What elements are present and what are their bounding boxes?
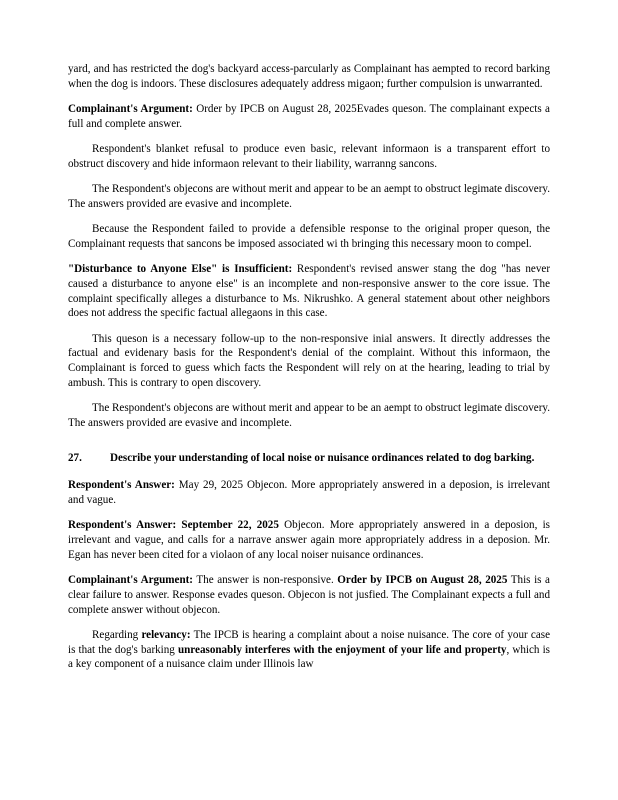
- paragraph-sanctions-request: [68, 222, 550, 252]
- complainants-argument-label: Complainant's Argument:: [68, 103, 193, 115]
- relevancy-text-part2: , which is a key component of a nuisance claim under Illinois law: [68, 643, 550, 671]
- argument-text: Evades queson. The complainant expects a full and complete answer.: [68, 103, 550, 130]
- relevancy-text-part1: The IPCB is hearing a complaint about a noise nuisance. The core of your case is that the dog's barking: [68, 628, 550, 656]
- paragraph-regarding-relevancy: [68, 628, 550, 672]
- paragraph-complainants-argument-1: [68, 102, 550, 132]
- disturbance-heading-label: "Disturbance to Anyone Else" is Insufficient:: [68, 263, 293, 275]
- paragraph-text: Because the Respondent failed to provide a defensible response to the original proper queson, the Complainant requests that sancons be imposed associated wi th bringing this necessary moon to compel.: [68, 223, 550, 250]
- answer-text: Objecon. More appropriately answered in a deposion, is irrelevant and vague, and calls for a narrave answer again more appropriately address in a deposion. Mr. Egan has never been cited for a violaon of any local noiser nuisance ordinances.: [68, 519, 550, 561]
- answer-date: May 29, 2025: [174, 479, 247, 492]
- paragraph-follow-up-question: [68, 332, 550, 391]
- paragraph-respondents-answer-may: [68, 478, 550, 508]
- question-part-1: Describe your understanding of local noise or nuisance: [110, 451, 372, 464]
- respondents-answer-label: Respondent's Answer:: [68, 519, 177, 532]
- complainants-argument-label: Complainant's Argument:: [68, 574, 193, 586]
- paragraph-yard-access: [68, 62, 550, 92]
- relevancy-label: relevancy:: [141, 628, 191, 641]
- question-number: 27.: [68, 451, 82, 464]
- argument-text-part1: The answer is non-responsive.: [193, 574, 338, 586]
- paragraph-text: This queson is a necessary follow-up to the non-responsive inial answers. It directly addresses the factual and evidenary basis for the Respondent's denial of the complaint. Without this informaon, the Complainant is forced to guess which facts the Respondent will rely on at the hearing, leading to trial by ambush. This is contrary to open discovery.: [68, 332, 550, 389]
- respondents-answer-label: Respondent's Answer:: [68, 479, 175, 492]
- paragraph-text: Respondent's blanket refusal to produce even basic, relevant informaon is a transparent effort to obstruct discovery and hide informaon relevant to their liability, warranng sancons.: [68, 143, 550, 170]
- disturbance-text-part1: Respondent's revised answer stang the dog "has never caused a disturbance to anyone else" is an incomplete and: [68, 263, 551, 290]
- relevancy-prefix: Regarding: [92, 628, 142, 641]
- paragraph-text: The Respondent's objecons are without merit and appear to be an aempt to obstruct legimate discovery. The answers provided are evasive and incomplete.: [68, 183, 550, 210]
- answer-date: September 22, 2025: [176, 519, 285, 532]
- answer-text: Objecon. More appropriately answered in a deposion, is irrelevant and vague.: [68, 479, 550, 506]
- question-part-2: ordinances: [371, 451, 427, 464]
- order-reference: Order by IPCB on August 28, 2025: [337, 574, 508, 586]
- paragraph-complainants-argument-2: [68, 573, 550, 617]
- question-heading: [68, 451, 550, 466]
- paragraph-objections-merit-1: [68, 182, 550, 212]
- disturbance-text-part2: non-responsive answer to the core issue. The complaint specifically alleges a disturbance to Ms. Nikrushko. A general statement about other neighbors does not address the specific factual allegaons in this case.: [68, 277, 551, 320]
- paragraph-objections-merit-2: [68, 401, 550, 431]
- paragraph-text: yard, and has restricted the dog's backyard access-parcularly as Complainant has aempted to record barking when the dog is indoors. These disclosures adequately address migaon; further compulsion is unwarranted.: [68, 63, 550, 90]
- order-reference: Order by IPCB on August 28, 2025: [192, 103, 357, 115]
- question-part-3: related to dog barking.: [426, 451, 535, 464]
- paragraph-disturbance-insufficient: [68, 262, 550, 321]
- paragraph-blanket-refusal: [68, 142, 550, 172]
- document-body: [68, 62, 550, 672]
- paragraph-text: The Respondent's objecons are without merit and appear to be an aempt to obstruct legimate discovery. The answers provided are evasive and incomplete.: [68, 402, 550, 429]
- argument-text-part2: This is a clear failure to answer. Response evades queson. Objecon is not jusfied. The Complainant expects a full and complete answer without objecon.: [68, 574, 550, 616]
- relevancy-emphasis: unreasonably interferes with the enjoyment of your life and property: [177, 643, 507, 656]
- paragraph-respondents-answer-sept: [68, 518, 550, 562]
- question-text: [110, 451, 550, 466]
